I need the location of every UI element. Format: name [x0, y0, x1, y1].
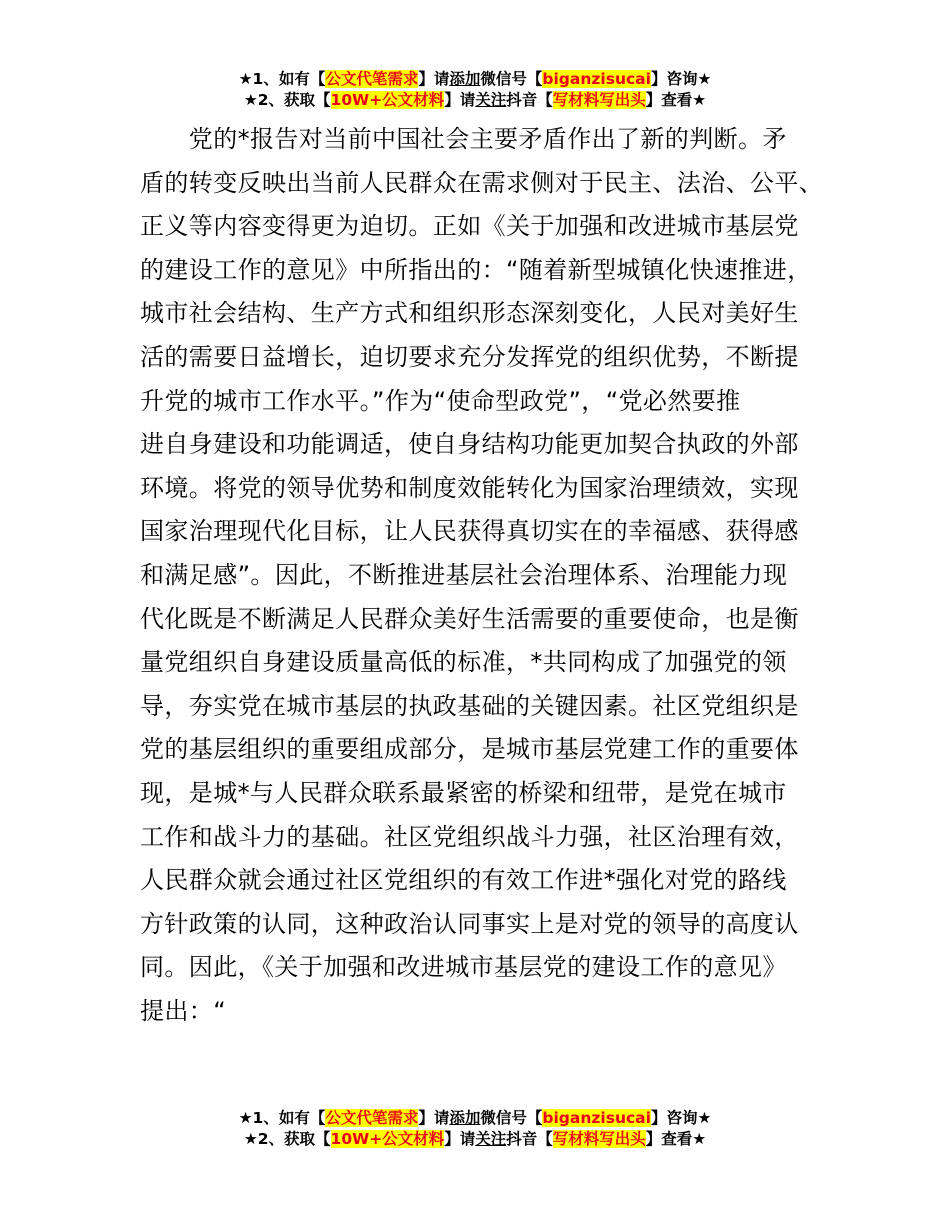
promo-text: 】咨询★ — [650, 70, 712, 88]
document-body-paragraph — [140, 118, 840, 1033]
paragraph-line: 党的基层组织的重要组成部分，是城市基层党建工作的重要体 — [140, 735, 799, 764]
paragraph-line: 国家治理现代化目标，让人民获得真切实在的幸福感、获得感 — [140, 517, 799, 546]
paragraph-line: 盾的转变反映出当前人民群众在需求侧对于民主、法治、公平、 — [140, 168, 824, 197]
promo-highlight-materials: 10W+公文材料 — [330, 91, 445, 109]
paragraph-line: 量党组织自身建设质量高低的标准，*共同构成了加强党的领 — [140, 648, 787, 677]
paragraph-line: 环境。将党的领导优势和制度效能转化为国家治理绩效，实现 — [140, 473, 799, 502]
promo-highlight-douyin: 写材料写出头 — [552, 91, 646, 109]
promo-line-2 — [0, 90, 950, 111]
promo-text: 】查看★ — [645, 1130, 707, 1148]
promo-text: 】查看★ — [645, 91, 707, 109]
promo-underlined-text: 关注 — [475, 91, 507, 109]
promo-text: 微信号【 — [480, 70, 543, 88]
promo-underlined-text: 关注 — [475, 1130, 507, 1148]
promo-underlined-text: 添加 — [449, 70, 481, 88]
promo-text: 抖音【 — [506, 91, 553, 109]
footer-promo-banner — [0, 1108, 950, 1150]
promo-text: ★1、如有【 — [238, 70, 326, 88]
promo-text: 】请 — [444, 1130, 476, 1148]
promo-text: 】请 — [444, 91, 476, 109]
paragraph-line: 进自身建设和功能调适，使自身结构功能更加契合执政的外部 — [140, 430, 799, 459]
paragraph-line: 党的*报告对当前中国社会主要矛盾作出了新的判断。矛 — [140, 125, 787, 153]
header-promo-banner — [0, 69, 950, 111]
promo-highlight-materials: 10W+公文材料 — [330, 1130, 445, 1148]
paragraph-line: 方针政策的认同，这种政治认同事实上是对党的领导的高度认 — [140, 909, 799, 938]
paragraph-line: 现，是城*与人民群众联系最紧密的桥梁和纽带，是党在城市 — [140, 778, 787, 807]
promo-text: ★2、获取【 — [243, 1130, 331, 1148]
promo-line-1 — [0, 1108, 950, 1129]
promo-text: 】请 — [418, 1109, 450, 1127]
paragraph-line: 的建设工作的意见》中所指出的：“随着新型城镇化快速推进， — [140, 255, 812, 284]
promo-text: 抖音【 — [506, 1130, 553, 1148]
paragraph-line: 人民群众就会通过社区党组织的有效工作进*强化对党的路线 — [140, 866, 787, 895]
paragraph-line: 升党的城市工作水平。”作为“使命型政党”，“党必然要推 — [140, 386, 741, 415]
promo-text: ★1、如有【 — [238, 1109, 326, 1127]
promo-highlight-service: 公文代笔需求 — [325, 1109, 419, 1127]
paragraph-line: 导，夯实党在城市基层的执政基础的关键因素。社区党组织是 — [140, 691, 799, 720]
promo-highlight-wechat-id: biganzisucai — [542, 70, 651, 88]
promo-underlined-text: 添加 — [449, 1109, 481, 1127]
paragraph-line: 同。因此，《关于加强和改进城市基层党的建设工作的意见》 — [140, 953, 787, 982]
paragraph-line: 城市社会结构、生产方式和组织形态深刻变化，人民对美好生 — [140, 299, 799, 328]
promo-line-1 — [0, 69, 950, 90]
promo-highlight-wechat-id: biganzisucai — [542, 1109, 651, 1127]
promo-text: ★2、获取【 — [243, 91, 331, 109]
promo-text: 】请 — [418, 70, 450, 88]
paragraph-line: 代化既是不断满足人民群众美好生活需要的重要使命，也是衡 — [140, 604, 799, 633]
promo-highlight-service: 公文代笔需求 — [325, 70, 419, 88]
paragraph-line: 活的需要日益增长，迫切要求充分发挥党的组织优势，不断提 — [140, 342, 799, 371]
paragraph-line: 工作和战斗力的基础。社区党组织战斗力强，社区治理有效， — [140, 822, 799, 851]
promo-highlight-douyin: 写材料写出头 — [552, 1130, 646, 1148]
paragraph-line: 提出：“ — [140, 996, 227, 1025]
promo-line-2 — [0, 1129, 950, 1150]
promo-text: 微信号【 — [480, 1109, 543, 1127]
promo-text: 】咨询★ — [650, 1109, 712, 1127]
paragraph-line: 正义等内容变得更为迫切。正如《关于加强和改进城市基层党 — [140, 212, 799, 241]
paragraph-line: 和满足感”。因此，不断推进基层社会治理体系、治理能力现 — [140, 560, 788, 589]
